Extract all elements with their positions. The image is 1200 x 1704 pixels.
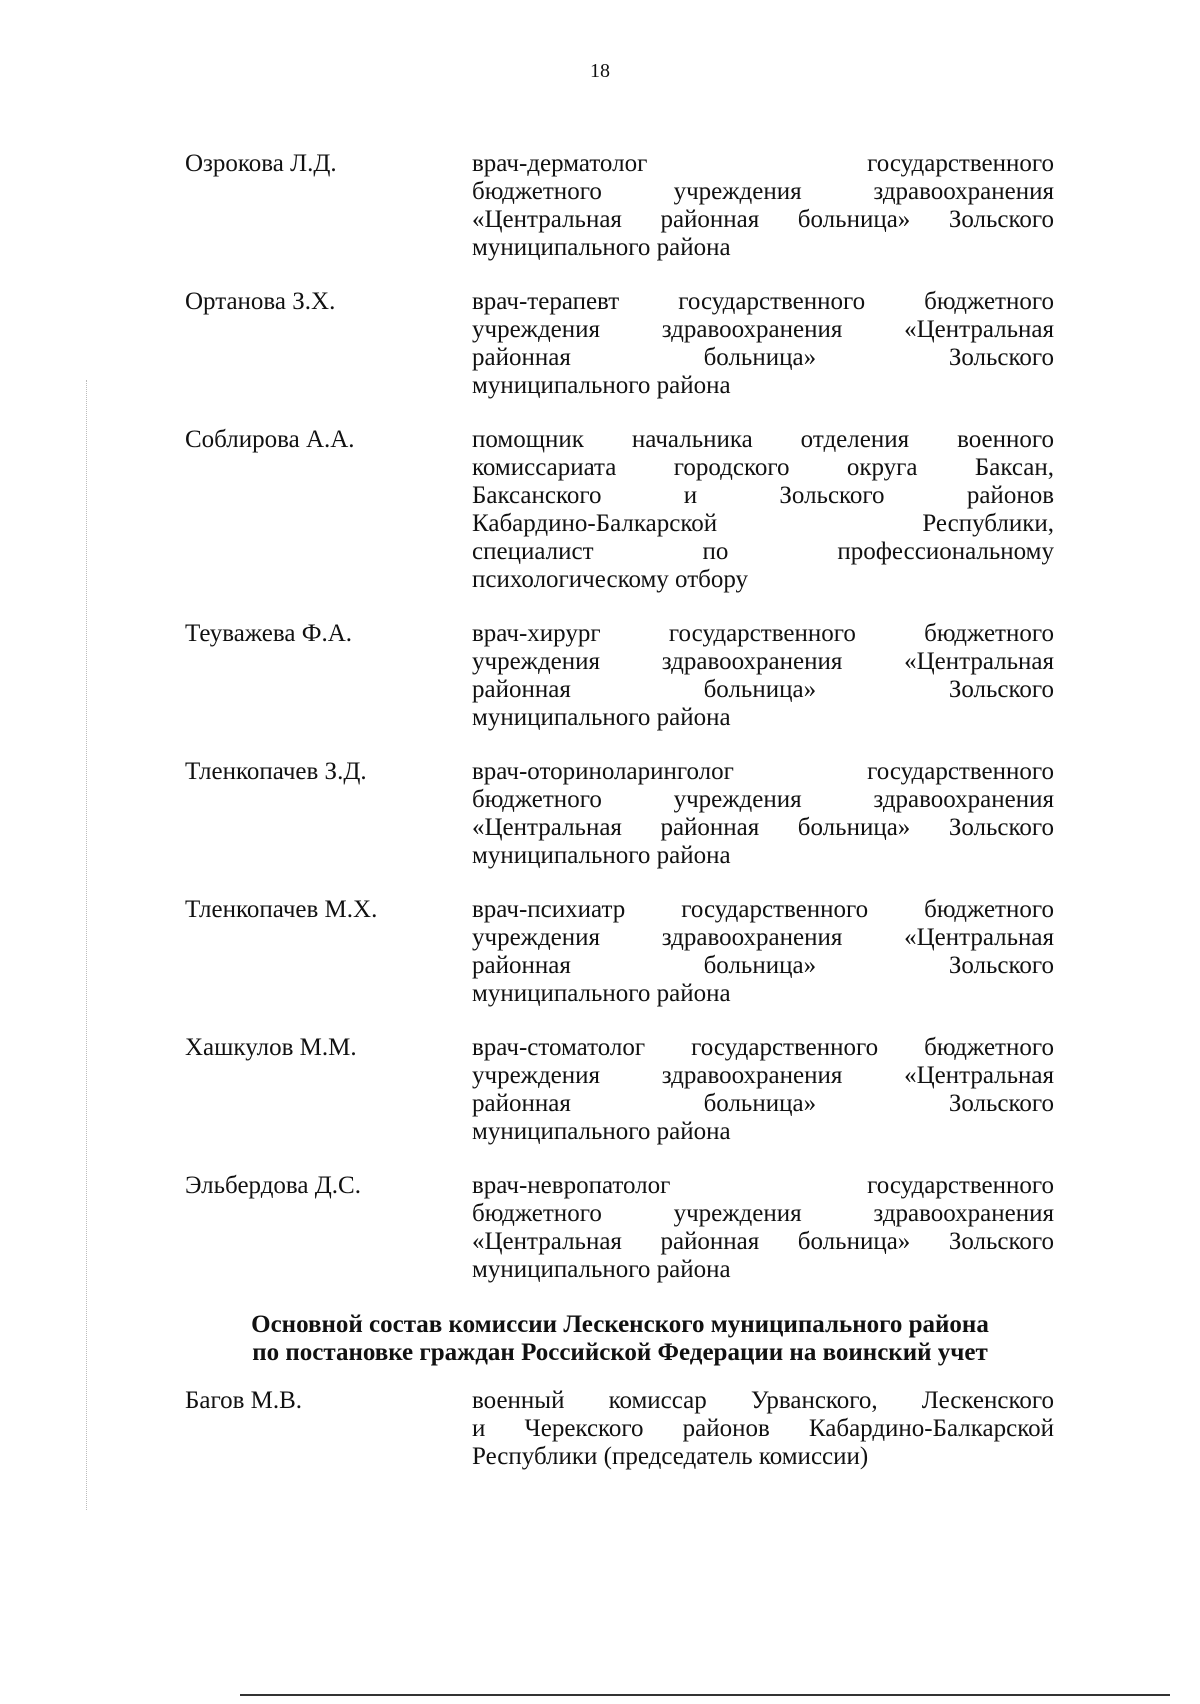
member-name: Ортанова З.Х. <box>185 288 336 315</box>
member-position <box>472 1172 1054 1284</box>
member-position-line: районная больница» Зольского <box>472 1090 1054 1117</box>
member-position-line: районная больница» Зольского <box>472 952 1054 979</box>
member-position <box>472 426 1054 594</box>
member-position-line: специалист по профессиональному <box>472 538 1054 565</box>
member-position-line: врач-терапевт государственного бюджетного <box>472 288 1054 315</box>
member-position-line: учреждения здравоохранения «Центральная <box>472 924 1054 951</box>
member-position-line: психологическому отбору <box>472 566 749 593</box>
member-name: Теуважева Ф.А. <box>185 620 353 647</box>
member-position-line: «Центральная районная больница» Зольского <box>472 814 1054 841</box>
member-position-line: бюджетного учреждения здравоохранения <box>472 178 1054 205</box>
member-position-line: бюджетного учреждения здравоохранения <box>472 1200 1054 1227</box>
section-heading <box>180 1311 1060 1367</box>
member-name: Багов М.В. <box>185 1387 303 1414</box>
member-position-line: врач-хирург государственного бюджетного <box>472 620 1054 647</box>
member-position-line: муниципального района <box>472 234 731 261</box>
member-position-line: муниципального района <box>472 1256 731 1283</box>
member-position-line: муниципального района <box>472 704 731 731</box>
member-position-line: муниципального района <box>472 372 731 399</box>
member-position-line: врач-дерматолог государственного <box>472 150 1054 177</box>
member-position <box>472 1387 1054 1471</box>
page-number: 18 <box>590 60 610 82</box>
member-name: Тленкопачев М.Х. <box>185 896 378 923</box>
member-name: Соблирова А.А. <box>185 426 355 453</box>
member-position-line: учреждения здравоохранения «Центральная <box>472 316 1054 343</box>
member-position <box>472 896 1054 1008</box>
scan-margin-dots <box>86 380 87 1510</box>
member-position-line: Баксанского и Зольского районов <box>472 482 1054 509</box>
member-position-line: и Черекского районов Кабардино-Балкарской <box>472 1415 1054 1442</box>
member-name: Хашкулов М.М. <box>185 1034 357 1061</box>
member-position-line: Республики (председатель комиссии) <box>472 1443 869 1470</box>
member-position-line: учреждения здравоохранения «Центральная <box>472 1062 1054 1089</box>
scan-bottom-edge <box>240 1694 1170 1696</box>
section-heading-line: Основной состав комиссии Лескенского муниципального района <box>251 1311 989 1338</box>
member-position-line: муниципального района <box>472 1118 731 1145</box>
member-position-line: врач-невропатолог государственного <box>472 1172 1054 1199</box>
member-position <box>472 150 1054 262</box>
member-position-line: комиссариата городского округа Баксан, <box>472 454 1054 481</box>
member-position <box>472 288 1054 400</box>
member-position-line: учреждения здравоохранения «Центральная <box>472 648 1054 675</box>
member-name: Эльбердова Д.С. <box>185 1172 361 1199</box>
member-position-line: врач-психиатр государственного бюджетного <box>472 896 1054 923</box>
member-position-line: «Центральная районная больница» Зольского <box>472 206 1054 233</box>
member-position-line: помощник начальника отделения военного <box>472 426 1054 453</box>
member-position-line: врач-оториноларинголог государственного <box>472 758 1054 785</box>
member-position-line: бюджетного учреждения здравоохранения <box>472 786 1054 813</box>
member-position-line: районная больница» Зольского <box>472 344 1054 371</box>
member-name: Озрокова Л.Д. <box>185 150 337 177</box>
section-heading-line: по постановке граждан Российской Федерации на воинский учет <box>252 1339 988 1366</box>
member-position <box>472 758 1054 870</box>
member-name: Тленкопачев З.Д. <box>185 758 367 785</box>
member-position-line: «Центральная районная больница» Зольского <box>472 1228 1054 1255</box>
member-position <box>472 1034 1054 1146</box>
member-position-line: Кабардино-Балкарской Республики, <box>472 510 1054 537</box>
member-position-line: муниципального района <box>472 980 731 1007</box>
member-position-line: военный комиссар Урванского, Лескенского <box>472 1387 1054 1414</box>
member-position-line: районная больница» Зольского <box>472 676 1054 703</box>
member-position <box>472 620 1054 732</box>
member-position-line: врач-стоматолог государственного бюджетного <box>472 1034 1054 1061</box>
member-position-line: муниципального района <box>472 842 731 869</box>
